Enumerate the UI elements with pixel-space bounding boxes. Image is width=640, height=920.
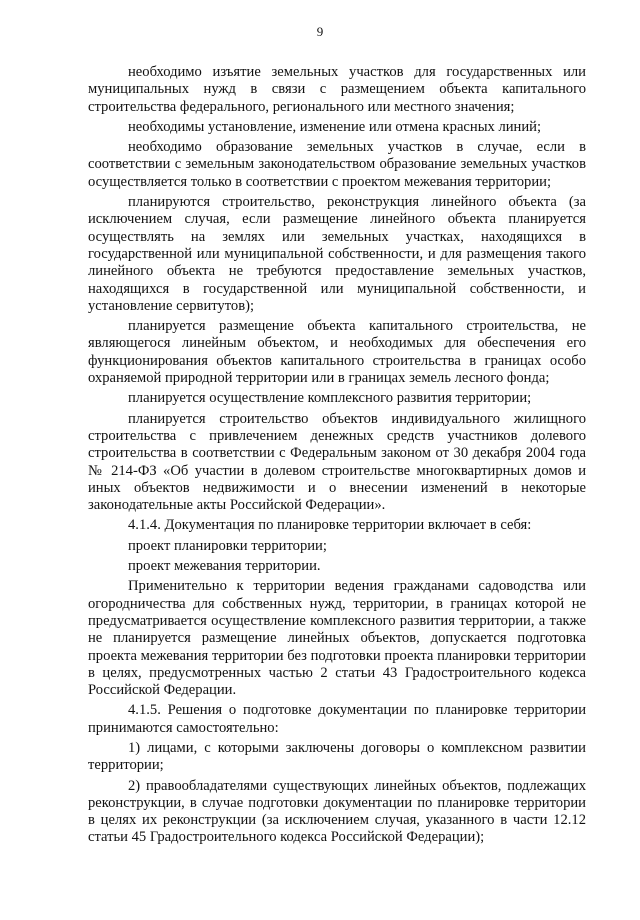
paragraph-9: проект планировки территории; <box>128 537 327 554</box>
document-body <box>88 64 586 847</box>
paragraph-3: необходимо образование земельных участков в случае, если в соответствии с земельным законодательством образование земельных участков осуществляется только в соответствии с проектом межевания территории; <box>88 139 586 190</box>
paragraph-5: планируется размещение объекта капитального строительства, не являющегося линейным объектом, и необходимых для обеспечения его функционирования объектов капитального строительства в границах особо охраняемой природной территории или в границах земель лесного фонда; <box>88 318 586 387</box>
paragraph-14: 2) правообладателями существующих линейных объектов, подлежащих реконструкции, в случае подготовки документации по планировке территории в целях их реконструкции (за исключением случая, указанного в части 12.12 статьи 45 Градостроительного кодекса Российской Федерации); <box>88 777 586 846</box>
paragraph-2: необходимы установление, изменение или отмена красных линий; <box>128 118 542 135</box>
paragraph-13: 1) лицами, с которыми заключены договоры о комплексном развитии территории; <box>88 739 586 774</box>
paragraph-4: планируются строительство, реконструкция линейного объекта (за исключением случая, если размещение линейного объекта планируется осуществлять на землях или земельных участках, находящихся в государственной или муниципальной собственности, и для размещения такого линейного объекта не требуются предоставление земельных участков, находящихся в государственной или муниципальной собственности, и установление сервитутов); <box>88 194 586 314</box>
paragraph-8: 4.1.4. Документация по планировке территории включает в себя: <box>128 517 532 534</box>
paragraph-12: 4.1.5. Решения о подготовке документации по планировке территории принимаются самостоятельно: <box>88 702 586 736</box>
paragraph-7: планируется строительство объектов индивидуального жилищного строительства с привлечением денежных средств участников долевого строительства в соответствии с Федеральным законом от 30 декабря 2004 года № 214-ФЗ «Об участии в долевом строительстве многоквартирных домов и иных объектов недвижимости и о внесении изменений в некоторые законодательные акты Российской Федерации». <box>88 410 586 514</box>
paragraph-11: Применительно к территории ведения гражданами садоводства или огородничества для собственных нужд, территории, в границах которой не предусматривается осуществление комплексного развития территории, а также не планируется размещение линейных объектов, допускается подготовка проекта межевания территории без подготовки проекта планировки территории в целях, предусмотренных частью 2 статьи 43 Градостроительного кодекса Российской Федерации. <box>88 578 586 699</box>
page-number: 9 <box>316 24 324 39</box>
paragraph-6: планируется осуществление комплексного развития территории; <box>128 390 532 407</box>
paragraph-1: необходимо изъятие земельных участков для государственных или муниципальных нужд в связи с размещением объекта капитального строительства федерального, регионального или местного значения; <box>88 64 586 115</box>
paragraph-10: проект межевания территории. <box>128 558 321 575</box>
